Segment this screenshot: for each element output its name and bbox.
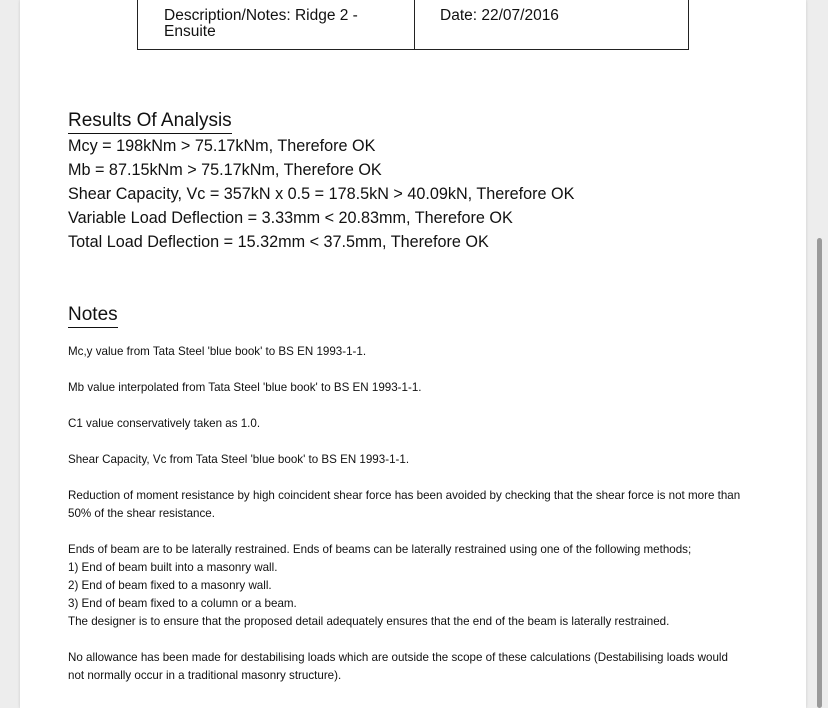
document-page xyxy=(20,0,806,708)
scrollbar[interactable] xyxy=(806,0,828,708)
note-line: Shear Capacity, Vc from Tata Steel 'blue book' to BS EN 1993-1-1. xyxy=(68,453,410,466)
note-line: Mc,y value from Tata Steel 'blue book' to BS EN 1993-1-1. xyxy=(68,345,367,358)
results-heading: Results Of Analysis xyxy=(68,110,232,134)
scrollbar-thumb[interactable] xyxy=(817,238,822,708)
note-line: not normally occur in a traditional masonry structure). xyxy=(68,669,342,682)
result-line-mb: Mb = 87.15kNm > 75.17kNm, Therefore OK xyxy=(68,161,382,179)
notes-body xyxy=(68,343,768,685)
note-line: No allowance has been made for destabilising loads which are outside the scope of these calculations (Destabilising loads would xyxy=(68,651,728,664)
note-line: 3) End of beam fixed to a column or a beam. xyxy=(68,597,297,610)
note-line: 50% of the shear resistance. xyxy=(68,507,215,520)
results-list xyxy=(68,134,574,254)
note-line: 1) End of beam built into a masonry wall. xyxy=(68,561,278,574)
date-cell: Date: 22/07/2016 xyxy=(440,7,559,24)
result-line-shear: Shear Capacity, Vc = 357kN x 0.5 = 178.5kN > 40.09kN, Therefore OK xyxy=(68,185,575,203)
result-line-variable-deflection: Variable Load Deflection = 3.33mm < 20.83mm, Therefore OK xyxy=(68,209,513,227)
header-table xyxy=(137,0,689,50)
result-line-total-deflection: Total Load Deflection = 15.32mm < 37.5mm, Therefore OK xyxy=(68,233,489,251)
result-line-mcy: Mcy = 198kNm > 75.17kNm, Therefore OK xyxy=(68,137,376,155)
note-line: Mb value interpolated from Tata Steel 'blue book' to BS EN 1993-1-1. xyxy=(68,381,422,394)
note-line: The designer is to ensure that the proposed detail adequately ensures that the end of the beam is laterally restrained. xyxy=(68,615,670,628)
note-line: C1 value conservatively taken as 1.0. xyxy=(68,417,261,430)
notes-heading: Notes xyxy=(68,304,118,328)
note-line: Reduction of moment resistance by high coincident shear force has been avoided by checking that the shear force is not more than xyxy=(68,489,741,502)
description-cell: Description/Notes: Ridge 2 - Ensuite xyxy=(138,0,415,49)
note-line: 2) End of beam fixed to a masonry wall. xyxy=(68,579,272,592)
note-line: Ends of beam are to be laterally restrained. Ends of beams can be laterally restrained using one of the following methods; xyxy=(68,543,692,556)
